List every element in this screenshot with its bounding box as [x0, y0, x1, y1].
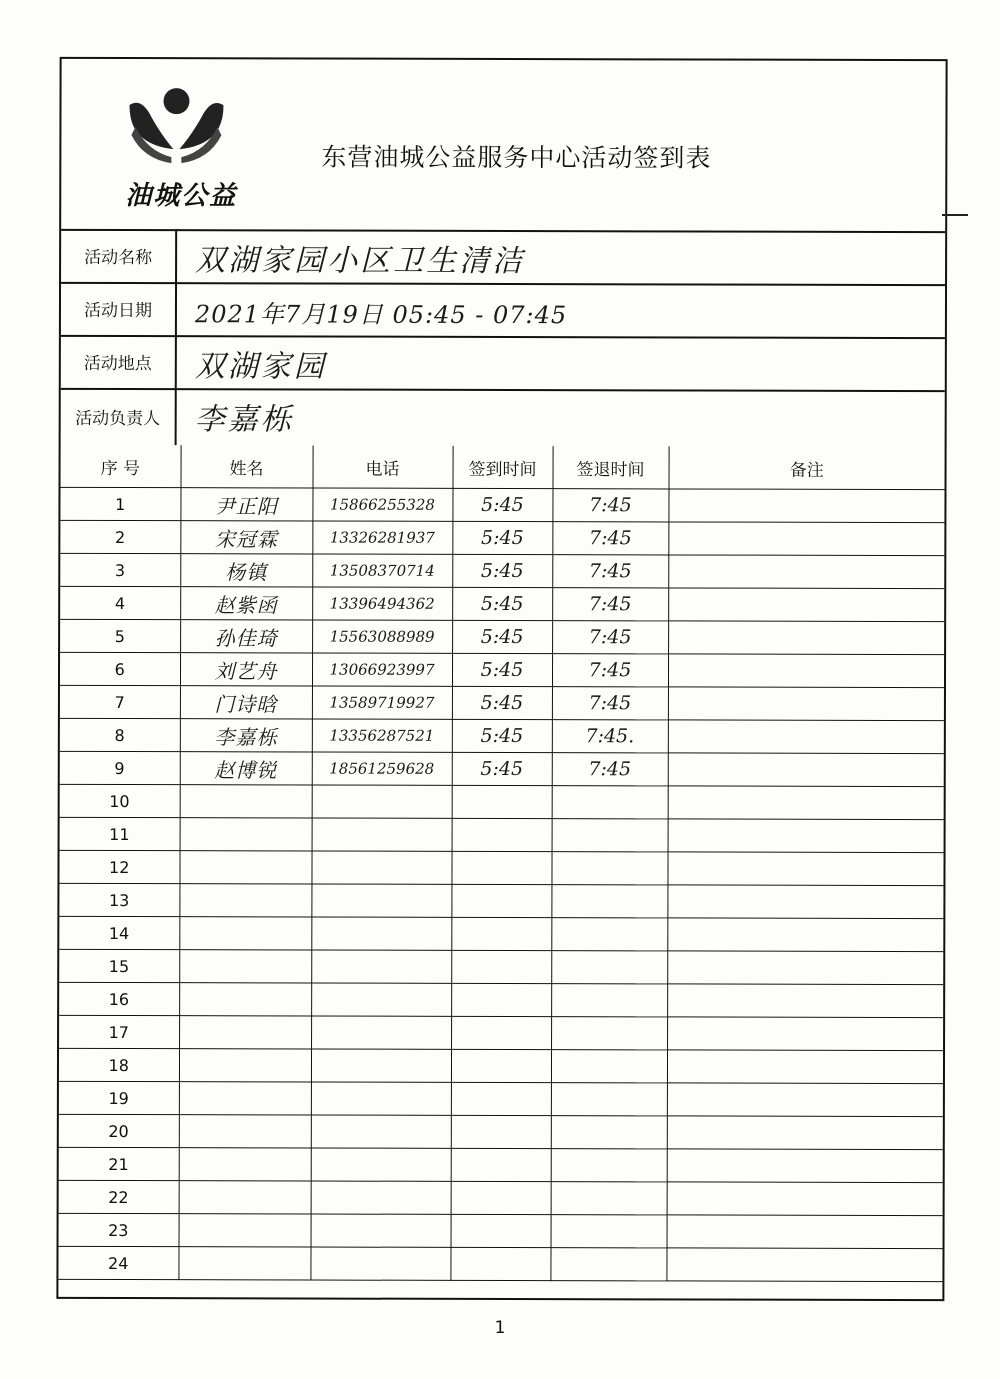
cell-phone — [311, 1148, 451, 1181]
cell-seq: 16 — [59, 982, 179, 1015]
cell-phone — [311, 1016, 451, 1049]
cell-seq: 11 — [60, 817, 180, 850]
cell-note — [668, 555, 944, 589]
activity-place-value: 双湖家园 — [194, 349, 327, 385]
cell-sign-in-time: 5:45 — [452, 521, 552, 554]
table-row — [59, 1180, 943, 1215]
logo — [111, 77, 241, 217]
table-row — [60, 487, 944, 522]
table-row — [59, 1213, 943, 1248]
cell-sign-out-time — [551, 1083, 667, 1116]
cell-sign-in-time: 5:45 — [452, 719, 552, 752]
table-row — [60, 619, 944, 654]
cell-note — [667, 951, 943, 985]
cell-name — [179, 1082, 311, 1115]
cell-name: 孙佳琦 — [180, 620, 312, 653]
table-row — [59, 850, 943, 885]
cell-phone — [311, 851, 451, 884]
cell-sign-out-time — [552, 786, 668, 819]
header-sign-in-time: 签到时间 — [452, 446, 552, 489]
header-note: 备注 — [668, 446, 944, 489]
activity-date-value: 2021年7月19日 05:45 - 07:45 — [194, 300, 568, 330]
cell-sign-in-time — [452, 818, 552, 851]
cell-name — [179, 1148, 311, 1181]
cell-sign-out-time: 7:45 — [552, 621, 668, 654]
cell-name — [180, 785, 312, 818]
cell-phone — [311, 1214, 451, 1247]
cell-sign-out-time — [551, 1017, 667, 1050]
cell-sign-in-time: 5:45 — [452, 653, 552, 686]
cell-sign-in-time — [451, 1049, 551, 1082]
cell-phone — [311, 983, 451, 1016]
cell-note — [668, 753, 944, 787]
activity-leader-value: 李嘉栎 — [194, 402, 294, 438]
header-phone: 电话 — [312, 446, 452, 489]
table-row — [60, 685, 944, 720]
cell-sign-out-time — [551, 852, 667, 885]
cell-note — [667, 1083, 943, 1117]
table-header-row — [61, 445, 945, 490]
activity-leader-label: 活动负责人 — [61, 388, 177, 445]
cell-name: 尹正阳 — [180, 488, 312, 521]
table-row — [60, 520, 944, 555]
cell-name: 宋冠霖 — [180, 521, 312, 554]
cell-phone: 13356287521 — [312, 719, 452, 752]
cell-name — [179, 917, 311, 950]
cell-name — [179, 1214, 311, 1247]
table-row — [59, 982, 943, 1017]
cell-phone — [311, 1115, 451, 1148]
cell-name — [179, 884, 311, 917]
cell-sign-out-time — [551, 984, 667, 1017]
cell-seq: 23 — [59, 1213, 179, 1246]
cell-name — [180, 818, 312, 851]
cell-sign-in-time — [451, 1016, 551, 1049]
activity-name-value: 双湖家园小区卫生清洁 — [195, 243, 526, 280]
cell-seq: 3 — [60, 553, 180, 586]
cell-seq: 18 — [59, 1048, 179, 1081]
cell-seq: 21 — [59, 1147, 179, 1180]
table-row — [59, 1081, 943, 1116]
page-number: 1 — [494, 1318, 506, 1338]
cell-note — [667, 1215, 943, 1249]
cell-name — [179, 1181, 311, 1214]
cell-name — [179, 851, 311, 884]
cell-seq: 5 — [60, 619, 180, 652]
cell-sign-out-time — [552, 819, 668, 852]
table-row — [59, 1114, 943, 1149]
cell-sign-out-time: 7:45 — [552, 654, 668, 687]
sheet-title: 东营油城公益服务中心活动签到表 — [321, 142, 712, 173]
cell-sign-out-time: 7:45 — [552, 522, 668, 555]
cell-name: 赵紫函 — [180, 587, 312, 620]
cell-sign-out-time — [551, 1116, 667, 1149]
activity-date-row — [61, 282, 945, 339]
table-row — [60, 751, 944, 786]
cell-phone: 18561259628 — [312, 752, 452, 785]
cell-sign-out-time — [551, 951, 667, 984]
cell-seq: 17 — [59, 1015, 179, 1048]
cell-sign-out-time — [551, 918, 667, 951]
cell-sign-in-time — [451, 983, 551, 1016]
sign-in-sheet — [56, 57, 947, 1301]
cell-note — [667, 984, 943, 1018]
table-row — [58, 1246, 942, 1281]
cell-seq: 20 — [59, 1114, 179, 1147]
cell-sign-in-time — [451, 1181, 551, 1214]
table-row — [60, 817, 944, 852]
cell-note — [668, 588, 944, 622]
cell-sign-in-time — [451, 1115, 551, 1148]
cell-sign-out-time: 7:45 — [552, 588, 668, 621]
cell-note — [667, 1149, 943, 1183]
table-row — [59, 1048, 943, 1083]
cell-phone — [312, 818, 452, 851]
table-row — [60, 718, 944, 753]
header-name: 姓名 — [180, 445, 312, 488]
cell-sign-out-time: 7:45 — [552, 489, 668, 522]
cell-phone — [311, 884, 451, 917]
header-sign-out-time: 签退时间 — [552, 446, 668, 489]
sheet-header — [61, 59, 945, 233]
cell-seq: 2 — [60, 520, 180, 553]
cell-phone — [312, 785, 452, 818]
activity-name-label: 活动名称 — [61, 229, 177, 282]
cell-seq: 14 — [59, 916, 179, 949]
hands-sun-icon — [121, 77, 231, 177]
cell-name: 杨镇 — [180, 554, 312, 587]
table-row — [60, 586, 944, 621]
activity-name-row — [61, 229, 945, 286]
cell-seq: 6 — [60, 652, 180, 685]
cell-seq: 4 — [60, 586, 180, 619]
cell-sign-in-time: 5:45 — [452, 752, 552, 785]
activity-place-row — [61, 335, 945, 392]
cell-phone — [311, 917, 451, 950]
cell-sign-in-time — [451, 950, 551, 983]
cell-seq: 13 — [59, 883, 179, 916]
cell-phone: 13396494362 — [312, 587, 452, 620]
cell-note — [668, 489, 944, 523]
cell-seq: 12 — [59, 850, 179, 883]
cell-seq: 8 — [60, 718, 180, 751]
cell-note — [667, 885, 943, 919]
table-row — [59, 916, 943, 951]
cell-note — [668, 621, 944, 655]
cell-sign-out-time: 7:45 — [552, 687, 668, 720]
cell-note — [667, 1116, 943, 1150]
cell-note — [668, 786, 944, 820]
cell-phone: 15866255328 — [312, 488, 452, 521]
cell-sign-out-time — [551, 1215, 667, 1248]
header-seq: 序 号 — [61, 445, 181, 488]
table-row — [60, 553, 944, 588]
cell-name: 李嘉栎 — [180, 719, 312, 752]
cell-phone: 13066923997 — [312, 653, 452, 686]
cell-sign-in-time: 5:45 — [452, 554, 552, 587]
table-row — [59, 949, 943, 984]
cell-note — [667, 1182, 943, 1216]
cell-note — [668, 687, 944, 721]
table-row — [59, 1015, 943, 1050]
activity-leader-row — [61, 388, 945, 447]
cell-sign-in-time: 5:45 — [452, 686, 552, 719]
cell-sign-out-time — [550, 1248, 666, 1281]
cell-sign-in-time — [452, 785, 552, 818]
cell-name: 门诗晗 — [180, 686, 312, 719]
cell-note — [668, 522, 944, 556]
cell-sign-in-time — [450, 1247, 550, 1280]
cell-seq: 15 — [59, 949, 179, 982]
cell-note — [667, 1050, 943, 1084]
cell-name: 刘艺舟 — [180, 653, 312, 686]
cell-sign-in-time — [451, 1082, 551, 1115]
table-row — [60, 652, 944, 687]
margin-mark — [942, 214, 968, 216]
cell-note — [668, 720, 944, 754]
activity-date-label: 活动日期 — [61, 282, 177, 335]
cell-seq: 9 — [60, 751, 180, 784]
cell-note — [667, 852, 943, 886]
cell-phone: 15563088989 — [312, 620, 452, 653]
cell-name — [179, 950, 311, 983]
cell-sign-out-time — [551, 1149, 667, 1182]
cell-sign-out-time: 7:45 — [552, 555, 668, 588]
cell-phone — [310, 1247, 450, 1280]
cell-phone: 13326281937 — [312, 521, 452, 554]
cell-sign-in-time — [451, 884, 551, 917]
cell-seq: 22 — [59, 1180, 179, 1213]
attendance-table — [58, 445, 944, 1282]
cell-note — [668, 819, 944, 853]
cell-phone — [311, 950, 451, 983]
table-row — [59, 883, 943, 918]
cell-name — [179, 1016, 311, 1049]
cell-name — [179, 983, 311, 1016]
cell-sign-in-time — [451, 917, 551, 950]
cell-sign-in-time — [451, 1214, 551, 1247]
cell-phone: 13589719927 — [312, 686, 452, 719]
cell-sign-out-time: 7:45. — [552, 720, 668, 753]
logo-text: 油城公益 — [125, 181, 238, 212]
cell-seq: 1 — [60, 487, 180, 520]
cell-seq: 7 — [60, 685, 180, 718]
cell-name — [179, 1115, 311, 1148]
cell-note — [667, 1017, 943, 1051]
cell-sign-in-time — [451, 851, 551, 884]
cell-name — [179, 1049, 311, 1082]
cell-phone — [311, 1181, 451, 1214]
cell-note — [666, 1248, 942, 1282]
cell-name — [178, 1247, 310, 1280]
cell-sign-in-time: 5:45 — [452, 587, 552, 620]
table-row — [60, 784, 944, 819]
cell-sign-in-time: 5:45 — [452, 620, 552, 653]
cell-sign-in-time — [451, 1148, 551, 1181]
cell-seq: 24 — [58, 1246, 178, 1279]
cell-sign-in-time: 5:45 — [452, 488, 552, 521]
cell-seq: 10 — [60, 784, 180, 817]
cell-sign-out-time — [551, 885, 667, 918]
cell-note — [668, 654, 944, 688]
cell-sign-out-time — [551, 1182, 667, 1215]
cell-phone — [311, 1049, 451, 1082]
cell-phone: 13508370714 — [312, 554, 452, 587]
cell-sign-out-time — [551, 1050, 667, 1083]
cell-name: 赵博锐 — [180, 752, 312, 785]
activity-place-label: 活动地点 — [61, 335, 177, 388]
cell-note — [667, 918, 943, 952]
cell-phone — [311, 1082, 451, 1115]
cell-seq: 19 — [59, 1081, 179, 1114]
table-row — [59, 1147, 943, 1182]
cell-sign-out-time: 7:45 — [552, 753, 668, 786]
